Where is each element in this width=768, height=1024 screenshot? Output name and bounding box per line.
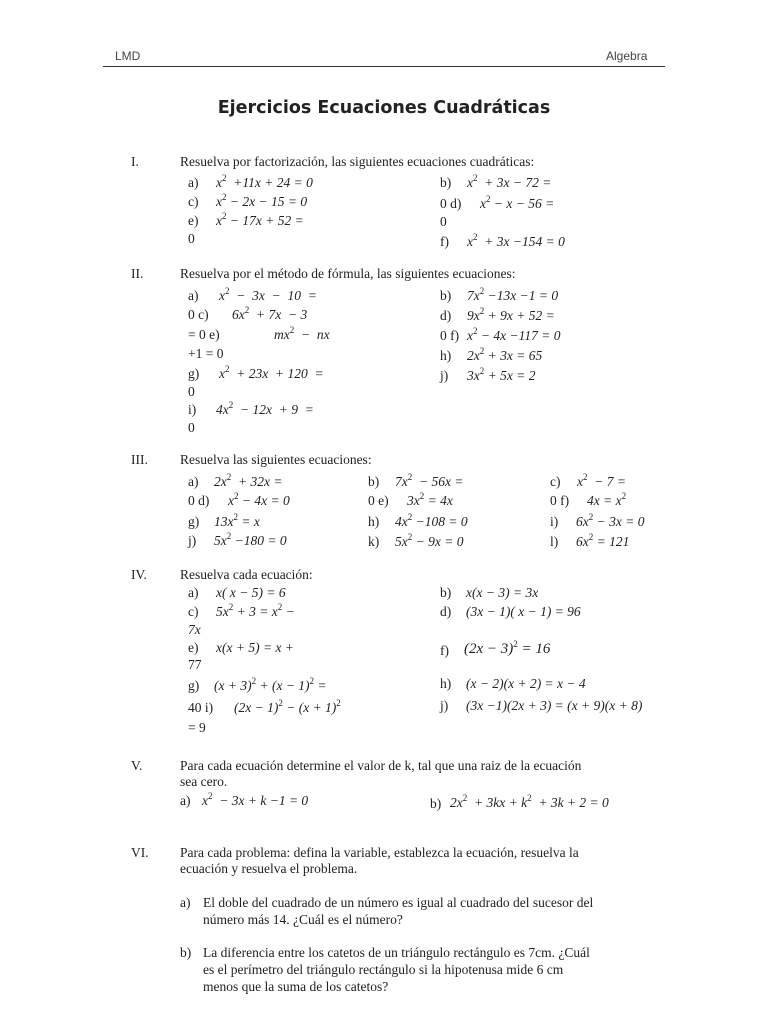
s3-eq-g: $13x^2 = x$	[214, 512, 260, 529]
s3-eq-a: $2x^2 + 32x$ =	[214, 472, 283, 489]
s3-eq-l: $6x^2 = 121$	[576, 532, 630, 549]
s6-text-b2: es el perímetro del triángulo rectángulo si la hipotenusa mide 6 cm	[203, 962, 564, 977]
s2-label-j: j)	[440, 368, 449, 383]
s2-eq-i: $4x^2 - 12x + 9$ =	[216, 400, 314, 417]
s3-eq-e: $3x^2 = 4x$	[407, 491, 453, 508]
s4-label-h: h)	[440, 676, 452, 691]
s4-wrap-e: 77	[188, 657, 202, 672]
s6-text-a1: El doble del cuadrado de un número es igual al cuadrado del sucesor del	[203, 895, 594, 910]
s3-eq-i: $6x^2 - 3x = 0$	[576, 512, 645, 529]
s3-label-f: 0 f)	[550, 493, 570, 508]
section-2-number: II.	[131, 266, 144, 281]
s4-label-c: c)	[188, 604, 199, 619]
s1-eq-e: $x^2 - 17x + 52$ =	[216, 211, 304, 228]
s2-label-g: g)	[188, 366, 200, 381]
s3-label-l: l)	[550, 534, 559, 549]
s1-eq-a: $x^2 +11x + 24 = 0$	[216, 173, 313, 190]
s4-label-e: e)	[188, 640, 199, 655]
s3-eq-h: $4x^2 -108 = 0$	[395, 512, 468, 529]
header-right: Algebra	[606, 49, 648, 63]
s4-eq-f: $(2x - 3)^2 = 16$	[464, 639, 551, 657]
s3-eq-b: $7x^2 - 56x$ =	[395, 472, 464, 489]
s3-eq-j: $5x^2 -180 = 0$	[214, 531, 287, 548]
s2-eq-b: $7x^2 -13x -1 = 0$	[467, 286, 559, 303]
s3-label-e: 0 e)	[368, 493, 389, 508]
s2-label-e: = 0 e)	[188, 327, 220, 342]
s4-eq-e: x(x + 5) = x +	[216, 640, 294, 655]
header-left: LMD	[115, 49, 141, 63]
s6-label-a: a)	[180, 895, 191, 910]
s2-label-f: 0 f)	[440, 328, 460, 343]
section-3-prompt: Resuelva las siguientes ecuaciones:	[180, 452, 372, 467]
s2-eq-d: $9x^2 + 9x + 52$ =	[467, 306, 555, 323]
s4-eq-d: (3x − 1)( x − 1) = 96	[466, 604, 581, 619]
s4-wrap-i: = 9	[188, 720, 206, 735]
s1-label-e: e)	[188, 213, 199, 228]
s2-eq-f: $x^2 - 4x -117 = 0$	[467, 326, 561, 343]
s3-eq-k: $5x^2 - 9x = 0$	[395, 532, 464, 549]
s1-label-a: a)	[188, 175, 199, 190]
s4-label-f: f)	[440, 643, 449, 658]
s4-eq-c: $5x^2 + 3 = x^2$ −	[216, 602, 295, 619]
s4-label-i: 40 i)	[188, 700, 214, 715]
s3-label-i: i)	[550, 514, 559, 529]
s3-label-h: h)	[368, 514, 380, 529]
s1-label-b: b)	[440, 175, 452, 190]
s6-text-b1: La diferencia entre los catetos de un triángulo rectángulo es 7cm. ¿Cuál	[203, 945, 590, 960]
s3-label-b: b)	[368, 474, 380, 489]
s3-label-c: c)	[550, 474, 561, 489]
s3-label-k: k)	[368, 534, 380, 549]
section-6-prompt-1: Para cada problema: defina la variable, establezca la ecuación, resuelva la	[180, 845, 579, 860]
s4-label-a: a)	[188, 585, 199, 600]
s1-eq-f: $x^2 + 3x -154 = 0$	[467, 232, 565, 249]
s1-label-f: f)	[440, 234, 449, 249]
s4-eq-j: (3x −1)(2x + 3) = (x + 9)(x + 8)	[466, 698, 643, 713]
section-5-prompt-2: sea cero.	[180, 774, 228, 789]
section-4-number: IV.	[131, 567, 147, 582]
section-5-prompt-1: Para cada ecuación determine el valor de k, tal que una raiz de la ecuación	[180, 758, 582, 773]
s4-eq-h: (x − 2)(x + 2) = x − 4	[466, 676, 586, 691]
s3-eq-d: $x^2 - 4x = 0$	[228, 491, 290, 508]
s2-eq-c: $6x^2 + 7x - 3$	[232, 305, 308, 322]
s3-eq-c: $x^2 - 7$ =	[577, 472, 626, 489]
s6-label-b: b)	[180, 945, 192, 960]
s2-label-a: a)	[188, 288, 199, 303]
s3-label-a: a)	[188, 474, 199, 489]
section-1-number: I.	[131, 154, 139, 169]
s1-eq-d: $x^2 - x - 56$ =	[480, 194, 555, 211]
s4-eq-i: $(2x - 1)^2 - (x + 1)^2$	[234, 698, 341, 715]
s2-eq-a: $x^2 - 3x - 10$ =	[219, 286, 317, 303]
s5-label-b: b)	[430, 796, 442, 811]
page-title: Ejercicios Ecuaciones Cuadráticas	[217, 98, 551, 118]
s6-text-a2: número más 14. ¿Cuál es el número?	[203, 912, 403, 927]
s3-label-g: g)	[188, 514, 200, 529]
s4-label-j: j)	[440, 698, 449, 713]
s4-eq-a: x( x − 5) = 6	[216, 585, 286, 600]
s1-label-d: 0 d)	[440, 196, 462, 211]
s5-eq-a: $x^2 - 3x + k -1 = 0$	[202, 791, 309, 808]
section-3-number: III.	[131, 452, 148, 467]
section-1-prompt: Resuelva por factorización, las siguientes ecuaciones cuadráticas:	[180, 154, 535, 169]
section-6-prompt-2: ecuación y resuelva el problema.	[180, 861, 358, 876]
s2-label-c: 0 c)	[188, 307, 209, 322]
s1-eq-b: $x^2 + 3x - 72$ =	[467, 173, 552, 190]
s3-eq-f: $4x = x^2$	[587, 491, 627, 508]
s2-label-i: i)	[188, 402, 197, 417]
s4-label-g: g)	[188, 678, 200, 693]
s4-wrap-c: 7x	[188, 622, 201, 637]
s2-wrap-g: 0	[188, 384, 195, 399]
s2-wrap-i: 0	[188, 420, 195, 435]
s1-wrap-0b: 0	[188, 231, 195, 246]
s2-eq-j: $3x^2 + 5x = 2$	[467, 366, 536, 383]
s3-label-d: 0 d)	[188, 493, 210, 508]
s2-label-h: h)	[440, 348, 452, 363]
s5-eq-b: $2x^2 + 3kx + k^2 + 3k + 2 = 0$	[450, 793, 609, 810]
header-rule	[103, 66, 665, 67]
section-6-number: VI.	[131, 845, 149, 860]
s1-label-c: c)	[188, 194, 199, 209]
s2-eq-h: $2x^2 + 3x = 65$	[467, 346, 543, 363]
s4-eq-b: x(x − 3) = 3x	[466, 585, 539, 600]
s1-wrap-0: 0	[440, 214, 447, 229]
section-4-prompt: Resuelva cada ecuación:	[180, 567, 313, 582]
s4-eq-g: $(x + 3)^2 + (x - 1)^2$ =	[214, 676, 327, 693]
s2-eq-e: $mx^2$ − nx	[274, 325, 330, 342]
s2-label-d: d)	[440, 308, 452, 323]
s1-eq-c: $x^2 - 2x - 15 = 0$	[216, 192, 308, 209]
s5-label-a: a)	[180, 793, 191, 808]
s4-label-b: b)	[440, 585, 452, 600]
s2-eq-g: $x^2 + 23x + 120$ =	[219, 364, 324, 381]
s4-label-d: d)	[440, 604, 452, 619]
s3-label-j: j)	[188, 533, 197, 548]
s2-wrap-e: +1 = 0	[188, 346, 224, 361]
section-5-number: V.	[131, 758, 143, 773]
s6-text-b3: menos que la suma de los catetos?	[203, 979, 389, 994]
section-2-prompt: Resuelva por el método de fórmula, las siguientes ecuaciones:	[180, 266, 516, 281]
s2-label-b: b)	[440, 288, 452, 303]
